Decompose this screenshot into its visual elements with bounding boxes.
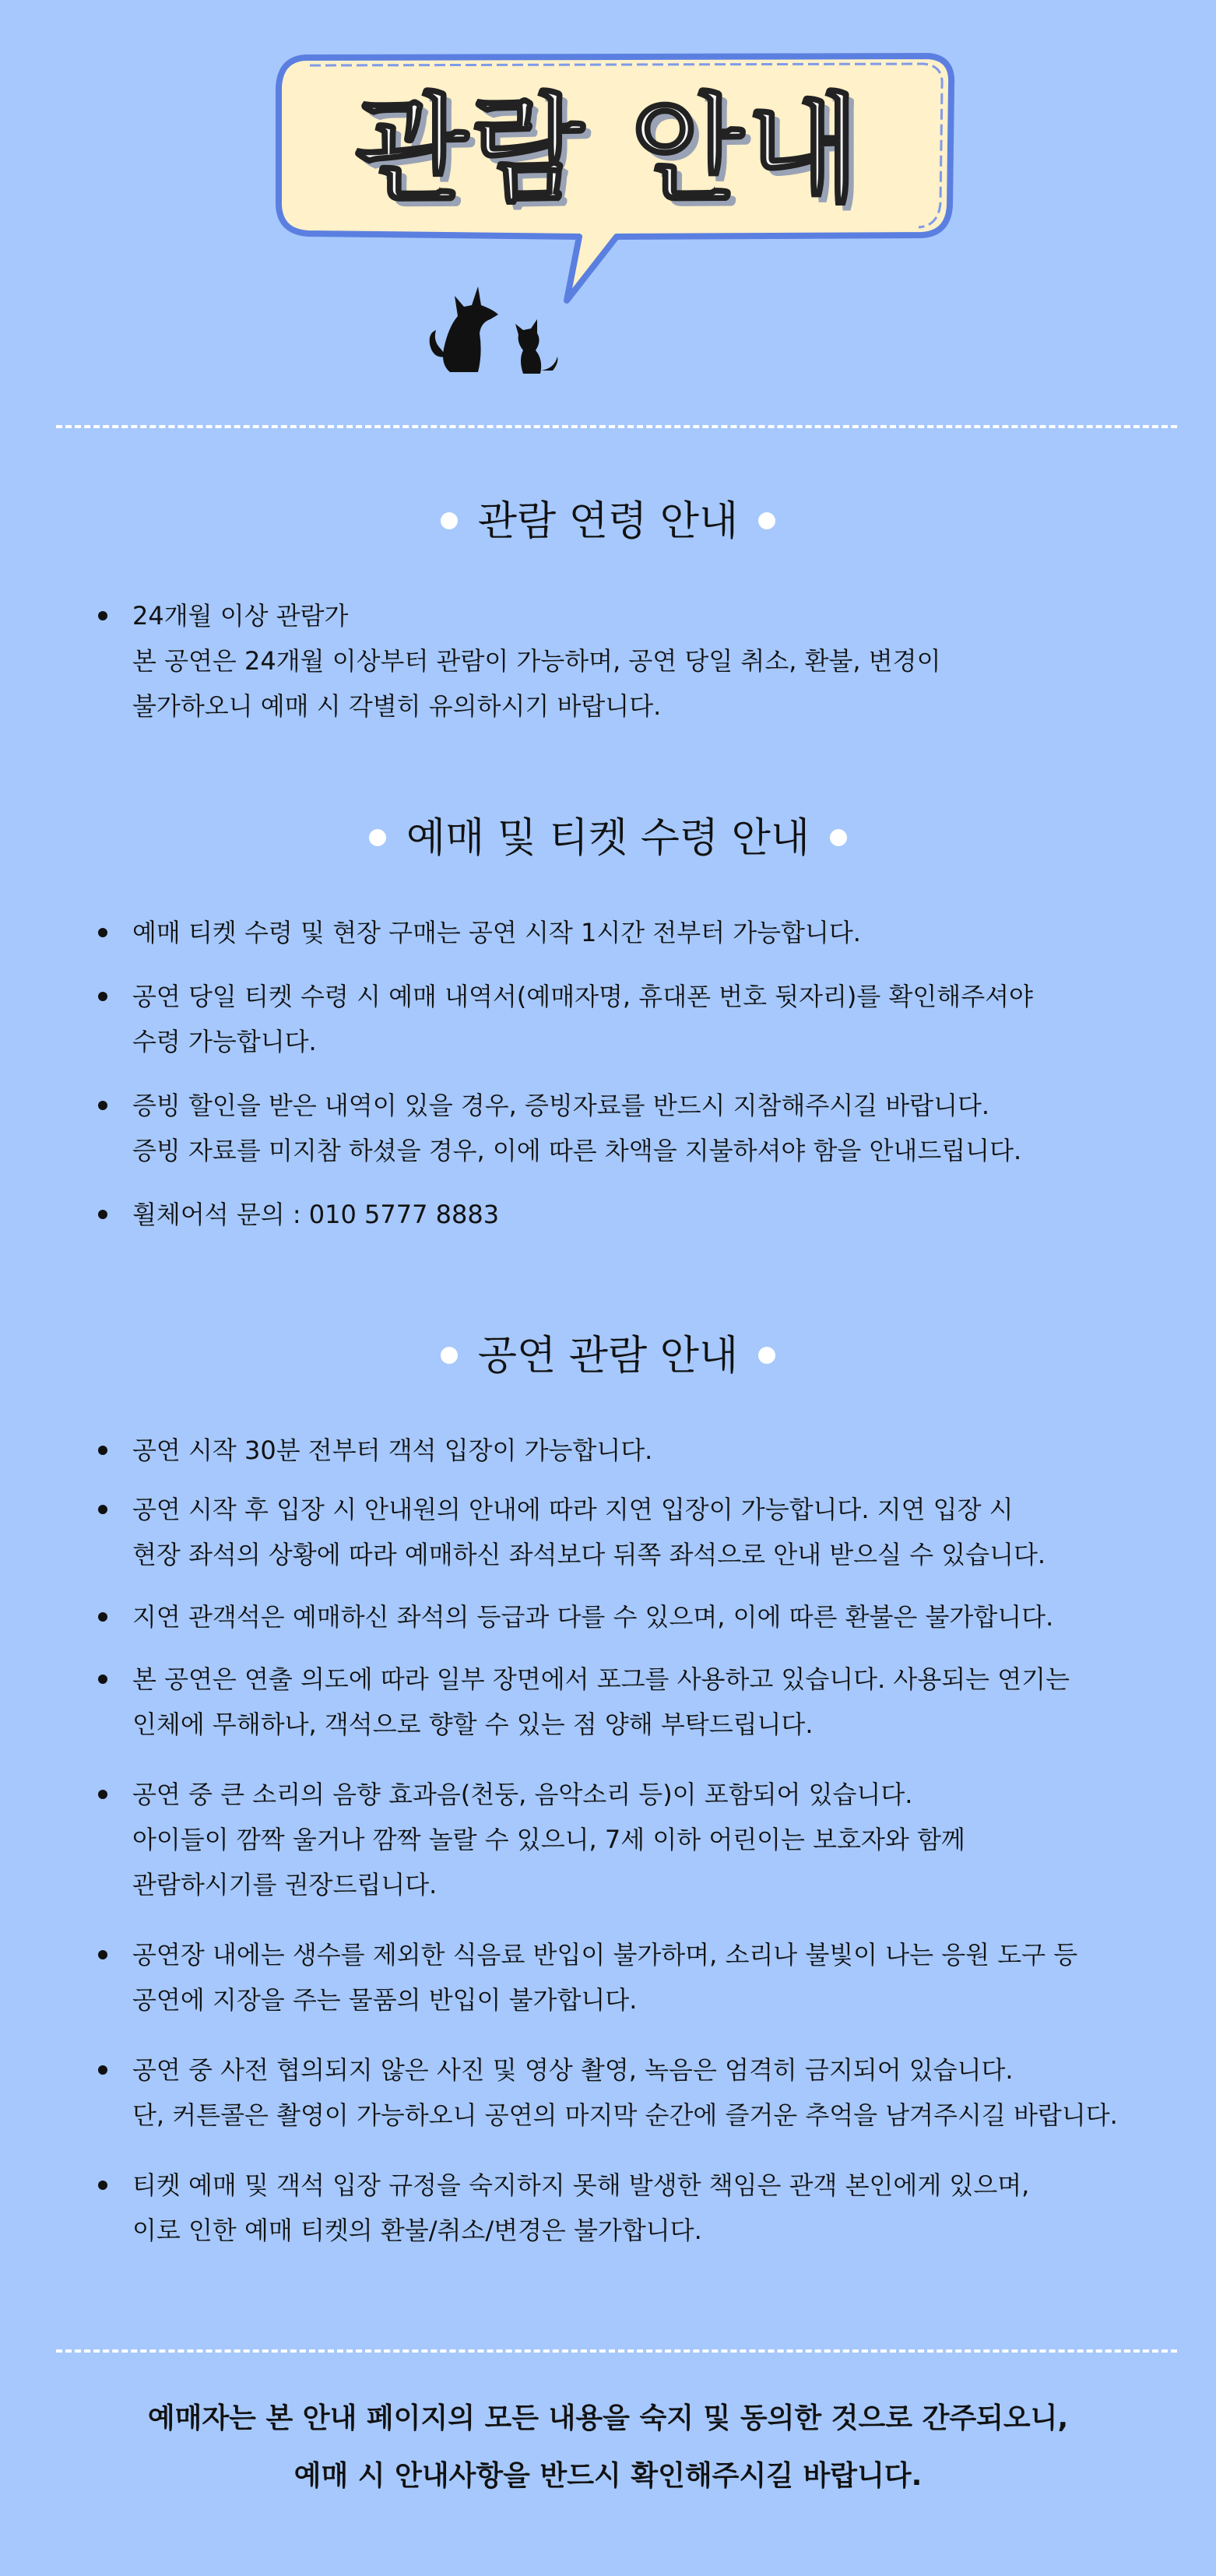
dot-icon — [758, 512, 775, 529]
dog-silhouette-icon — [430, 286, 498, 372]
list-item: 공연장 내에는 생수를 제외한 식음료 반입이 불가하며, 소리나 불빛이 나는 응원 도구 등 공연에 지장을 주는 물품의 반입이 불가합니다. — [132, 1932, 1176, 2022]
cat-silhouette-icon — [515, 319, 557, 374]
banner-title: 관람 안내 — [355, 83, 863, 218]
dot-icon — [441, 512, 458, 529]
viewing-info-list — [132, 1428, 1176, 2253]
ticket-info-list — [132, 910, 1176, 1237]
list-item: 예매 티켓 수령 및 현장 구매는 공연 시작 1시간 전부터 가능합니다. — [132, 910, 1176, 955]
age-info-list — [132, 593, 1176, 729]
banner — [274, 53, 956, 380]
list-item: 공연 시작 30분 전부터 객석 입장이 가능합니다. — [132, 1428, 1176, 1473]
pets-illustration — [427, 279, 567, 380]
dot-icon — [369, 829, 386, 846]
list-item: 티켓 예매 및 객석 입장 규정을 숙지하지 못해 발생한 책임은 관객 본인에게 있으며, 이로 인한 예매 티켓의 환불/취소/변경은 불가합니다. — [132, 2163, 1176, 2253]
section-title-viewing: 공연 관람 안내 — [0, 1329, 1216, 1383]
dot-icon — [758, 1347, 775, 1364]
list-item: 공연 중 큰 소리의 음향 효과음(천둥, 음악소리 등)이 포함되어 있습니다. 아이들이 깜짝 울거나 깜짝 놀랄 수 있으니, 7세 이하 어린이는 보호자와 함께 관람하시기를 권장드립니다. — [132, 1772, 1176, 1907]
list-item: 공연 당일 티켓 수령 시 예매 내역서(예매자명, 휴대폰 번호 뒷자리)를 확인해주셔야 수령 가능합니다. — [132, 974, 1176, 1064]
dot-icon — [441, 1347, 458, 1364]
section-title-ticket: 예매 및 티켓 수령 안내 — [0, 811, 1216, 866]
list-item: 본 공연은 연출 의도에 따라 일부 장면에서 포그를 사용하고 있습니다. 사용되는 연기는 인체에 무해하나, 객석으로 향할 수 있는 점 양해 부탁드립니다. — [132, 1657, 1176, 1747]
list-item: 24개월 이상 관람가 본 공연은 24개월 이상부터 관람이 가능하며, 공연 당일 취소, 환불, 변경이 불가하오니 예매 시 각별히 유의하시기 바랍니다. — [132, 593, 1176, 729]
dashed-divider-top — [56, 425, 1177, 428]
list-item: 휠체어석 문의 : 010 5777 8883 — [132, 1192, 1176, 1237]
list-item: 공연 중 사전 협의되지 않은 사진 및 영상 촬영, 녹음은 엄격히 금지되어 있습니다. 단, 커튼콜은 촬영이 가능하오니 공연의 마지막 순간에 즐거운 추억을 남겨주시길 바랍니다. — [132, 2047, 1176, 2138]
dot-icon — [830, 829, 847, 846]
footer-notice: 예매자는 본 안내 페이지의 모든 내용을 숙지 및 동의한 것으로 간주되오니, 예매 시 안내사항을 반드시 확인해주시길 바랍니다. — [147, 2402, 1069, 2492]
list-item: 공연 시작 후 입장 시 안내원의 안내에 따라 지연 입장이 가능합니다. 지연 입장 시 현장 좌석의 상황에 따라 예매하신 좌석보다 뒤쪽 좌석으로 안내 받으실 수 있습니다. — [132, 1487, 1176, 1577]
list-item: 증빙 할인을 받은 내역이 있을 경우, 증빙자료를 반드시 지참해주시길 바랍니다. 증빙 자료를 미지참 하셨을 경우, 이에 따른 차액을 지불하셔야 함을 안내드립니다. — [132, 1083, 1176, 1173]
section-title-age: 관람 연령 안내 — [0, 494, 1216, 549]
list-item: 지연 관객석은 예매하신 좌석의 등급과 다를 수 있으며, 이에 따른 환불은 불가합니다. — [132, 1594, 1176, 1639]
dashed-divider-bottom — [56, 2349, 1177, 2353]
